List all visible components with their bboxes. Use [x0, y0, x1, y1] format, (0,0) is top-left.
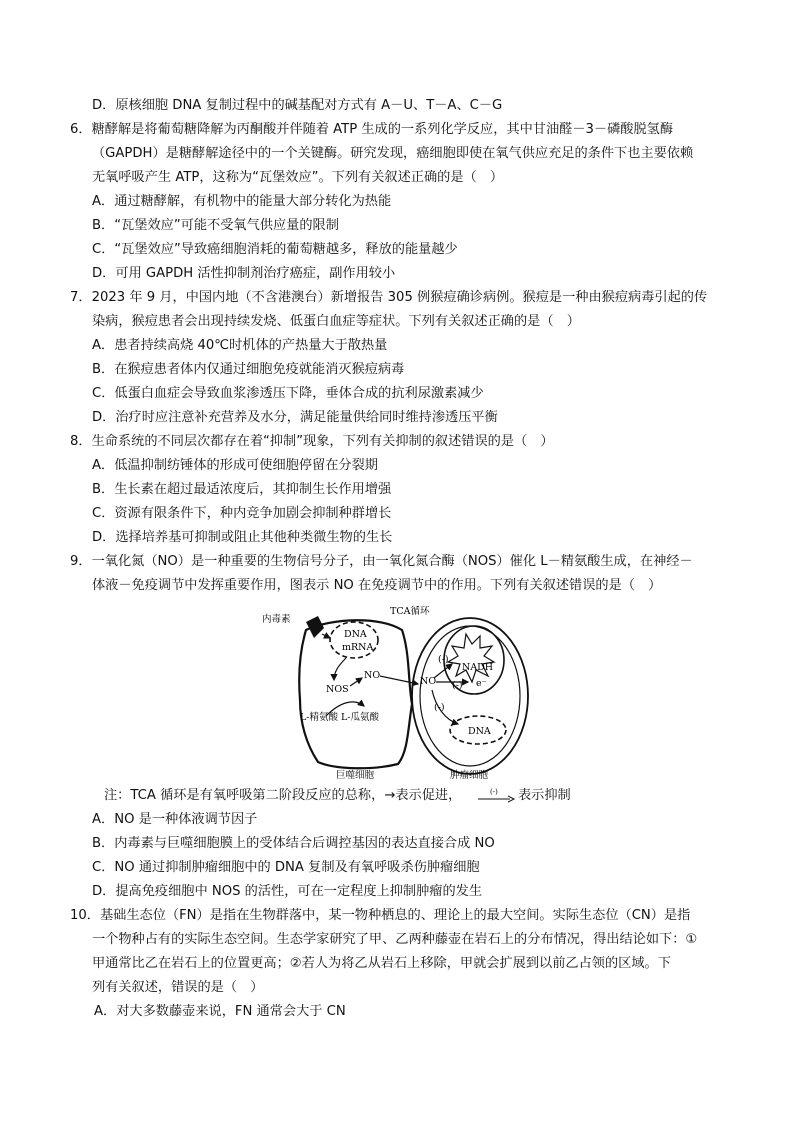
q10-stem-line2: 一个物种占有的实际生态空间。生态学家研究了甲、乙两种藤壶在岩石上的分布情况，得出结论如下：①	[92, 932, 698, 947]
endotoxin-label: 内毒素	[262, 614, 291, 625]
macrophage-label: 巨噬细胞	[336, 770, 375, 781]
no-immune-figure	[262, 604, 532, 784]
q7-option-d: D．治疗时应注意补充营养及水分，满足能量供给同时维持渗透压平衡	[92, 410, 498, 425]
q9-stem-line1: 9．一氧化氮（NO）是一种重要的生物信号分子，由一氧化氮合酶（NOS）催化 L－精氨酸生成，在神经－	[70, 554, 693, 569]
no-label-tumor: NO	[420, 676, 437, 687]
q8-stem: 8．生命系统的不同层次都存在着“抑制”现象，下列有关抑制的叙述错误的是（ ）	[70, 434, 554, 449]
q8-option-c: C．资源有限条件下，种内竞争加剧会抑制种群增长	[92, 506, 392, 521]
tumor-label: 肿瘤细胞	[450, 770, 489, 781]
legend-minus: (-)	[490, 788, 498, 796]
q10-stem-line1: 10．基础生态位（FN）是指在生物群落中，某一物种栖息的、理论上的最大空间。实际生态位（CN）是指	[70, 908, 691, 923]
arrow-inhibit-tca	[434, 664, 452, 678]
endotoxin-receptor-icon	[306, 616, 324, 638]
tca-cycle-star	[448, 634, 494, 682]
q7-option-c: C．低蛋白血症会导致血浆渗透压下降，垂体合成的抗利尿激素减少	[92, 386, 484, 401]
arg-cit-label: L-精氨酸 L-瓜氨酸	[300, 712, 380, 723]
q9-option-b: B．内毒素与巨噬细胞膜上的受体结合后调控基因的表达直接合成 NO	[92, 836, 495, 851]
q6-option-b: B．“瓦堡效应”可能不受氧气供应量的限制	[92, 218, 339, 233]
tumor-cell-inner	[420, 626, 520, 766]
inhibit-arrow-legend-svg	[476, 788, 516, 804]
q7-stem-line2: 染病，猴痘患者会出现持续发烧、低蛋白血症等症状。下列有关叙述正确的是（ ）	[92, 314, 580, 329]
figure-note-part2: 表示抑制	[518, 788, 571, 803]
arrow-endotoxin-to-nucleus	[322, 634, 330, 638]
q9-option-d: D．提高免疫细胞中 NOS 的活性，可在一定程度上抑制肿瘤的发生	[92, 884, 483, 899]
electron-label: e⁻	[476, 678, 487, 689]
inhibit-label-2: (-)	[452, 680, 463, 691]
inhibit-label-1: (-)	[438, 654, 449, 665]
q6-stem-line1: 6．糖酵解是将葡萄糖降解为丙酮酸并伴随着 ATP 生成的一系列化学反应，其中甘油醛－3－磷酸脱氢酶	[70, 122, 674, 137]
arrow-nos-to-no	[350, 678, 362, 686]
q6-option-d: D．可用 GAPDH 活性抑制剂治疗癌症，副作用较小	[92, 266, 396, 281]
q6-stem-line3: 无氧呼吸产生 ATP，这称为“瓦堡效应”。下列有关叙述正确的是（ ）	[92, 170, 504, 185]
q8-option-d: D．选择培养基可抑制或阻止其他种类微生物的生长	[92, 530, 393, 545]
q7-stem-line1: 7．2023 年 9 月，中国内地（不含港澳台）新增报告 305 例猴痘确诊病例。猴痘是一种由猴痘病毒引起的传	[70, 290, 708, 305]
nadh-label: NADH	[462, 662, 494, 673]
q10-stem-line3: 甲通常比乙在岩石上的位置更高；②若人为将乙从岩石上移除，甲就会扩展到以前乙占领的区域。下	[92, 956, 671, 971]
mrna-label: mRNA	[342, 642, 374, 653]
q5-option-d: D．原核细胞 DNA 复制过程中的碱基配对方式有 A－U、T－A、C－G	[92, 98, 503, 113]
q6-stem-line2: （GAPDH）是糖酵解途径中的一个关键酶。研究发现，癌细胞即使在氧气供应充足的条件下也主要依赖	[92, 146, 694, 161]
no-label-macrophage: NO	[364, 670, 381, 681]
tca-label: TCA循环	[390, 606, 430, 617]
q6-option-a: A．通过糖酵解，有机物中的能量大部分转化为热能	[92, 194, 392, 209]
q9-stem-line2: 体液－免疫调节中发挥重要作用，图表示 NO 在免疫调节中的作用。下列有关叙述错误的是（ ）	[92, 578, 662, 593]
figure-svg	[262, 604, 532, 784]
dna-label-macrophage: DNA	[344, 629, 367, 640]
q8-option-b: B．生长素在超过最适浓度后，其抑制生长作用增强	[92, 482, 392, 497]
nos-label: NOS	[326, 684, 349, 695]
q10-stem-line4: 列有关叙述，错误的是（ ）	[92, 980, 264, 995]
q9-option-c: C．NO 通过抑制肿瘤细胞中的 DNA 复制及有氧呼吸杀伤肿瘤细胞	[92, 860, 480, 875]
q8-option-a: A．低温抑制纺锤体的形成可使细胞停留在分裂期	[92, 458, 378, 473]
inhibit-arrow-legend	[476, 788, 516, 804]
q7-option-b: B．在猴痘患者体内仅通过细胞免疫就能消灭猴痘病毒	[92, 362, 405, 377]
q6-option-c: C．“瓦堡效应”导致癌细胞消耗的葡萄糖越多，释放的能量越少	[92, 242, 458, 257]
dna-label-tumor: DNA	[468, 726, 491, 737]
arrow-mrna-to-nos	[334, 658, 346, 680]
q10-option-a: A．对大多数藤壶来说，FN 通常会大于 CN	[94, 1004, 346, 1019]
q9-option-a: A．NO 是一种体液调节因子	[92, 812, 258, 827]
inhibit-label-3: (-)	[434, 702, 445, 713]
figure-note-part1: 注：TCA 循环是有氧呼吸第二阶段反应的总称，→表示促进，	[104, 788, 462, 803]
q7-option-a: A．患者持续高烧 40℃时机体的产热量大于散热量	[92, 338, 388, 353]
